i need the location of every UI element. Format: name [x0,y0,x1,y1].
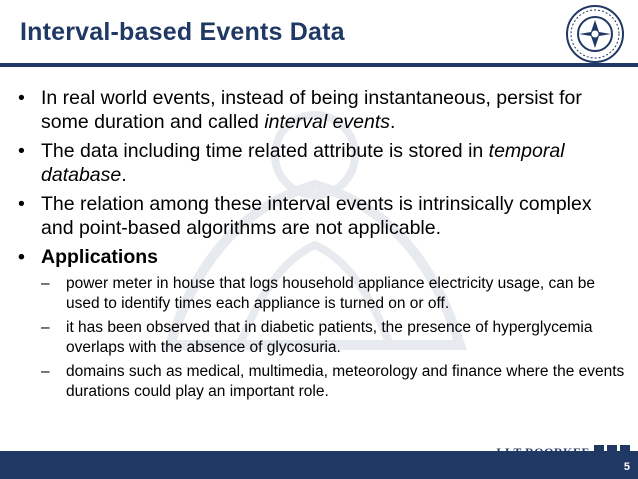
dash-icon: – [41,363,50,380]
footer-bar [0,451,638,479]
bullet-dot-icon: • [18,193,25,215]
application-item: – it has been observed that in diabetic patients, the presence of hyperglycemia overlaps with the absence of glycosuria. [41,319,593,356]
page-number: 5 [623,461,630,473]
bullet-dot-icon: • [18,140,25,162]
applications-list [18,274,626,402]
bullet-item: • The data including time related attribute is stored in temporal database. [18,140,565,186]
dash-icon: – [41,275,50,292]
applications-heading: • Applications [18,246,159,268]
application-item: – domains such as medical, multimedia, meteorology and finance where the events durations could play an important role. [41,363,625,400]
bullet-item: • In real world events, instead of being instantaneous, persist for some duration and called interval events. [18,87,582,133]
bullet-dot-icon: • [18,87,25,109]
application-item: – power meter in house that logs household appliance electricity usage, can be used to identify times each appliance is turned on or off. [41,275,596,312]
bullet-item: • The relation among these interval events is intrinsically complex and point-based algorithms are not applicable. [18,193,592,239]
dash-icon: – [41,319,50,336]
institute-seal-icon [565,4,625,64]
page-title: Interval-based Events Data [20,18,345,46]
title-divider [0,63,638,67]
slide-content [18,86,626,406]
bullet-dot-icon: • [18,246,25,268]
